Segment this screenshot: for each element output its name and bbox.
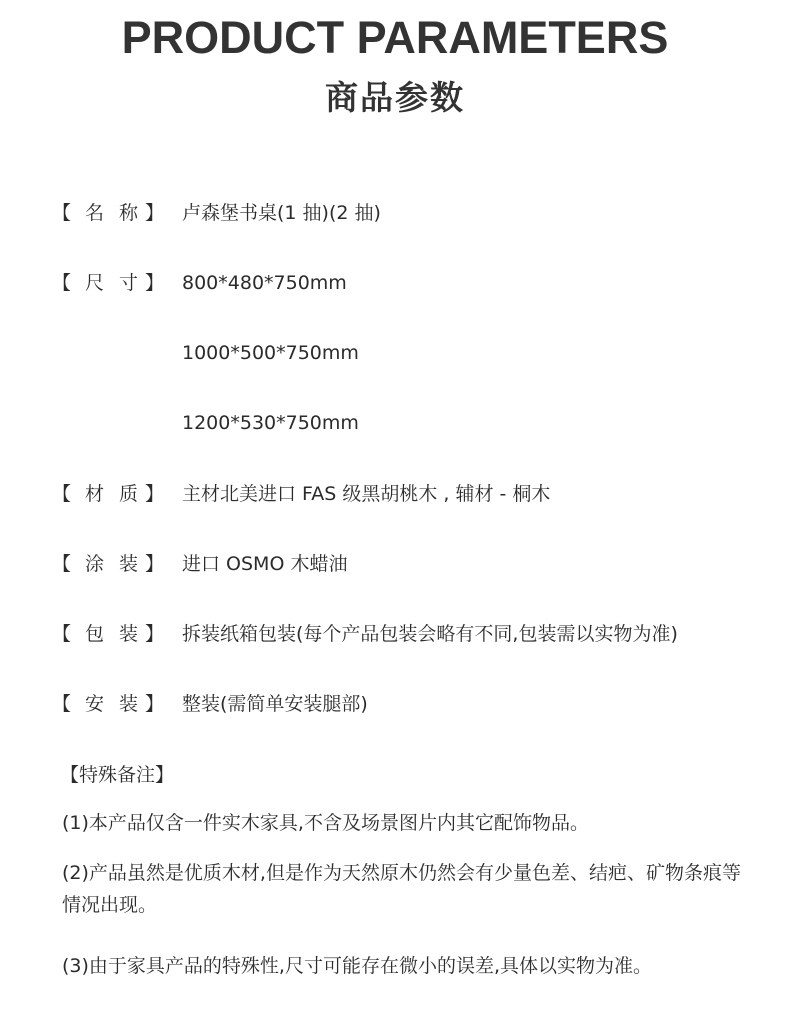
note-item: (3)由于家具产品的特殊性,尺寸可能存在微小的误差,具体以实物为准。: [62, 955, 652, 977]
param-row-finish: [0, 549, 790, 579]
bracket-close: 】: [145, 202, 165, 224]
param-row-name: [0, 198, 790, 228]
notes-title: 【特殊备注】: [60, 764, 175, 786]
param-row-size: [0, 268, 790, 298]
param-row-material: [0, 479, 790, 509]
bracket-open: 【: [52, 553, 72, 575]
note-item: (1)本产品仅含一件实木家具,不含及场景图片内其它配饰物品。: [62, 812, 589, 834]
param-value: 1000*500*750mm: [182, 342, 359, 364]
note-item: (2)产品虽然是优质木材,但是作为天然原木仍然会有少量色差、结疤、矿物条痕等情况出现。: [62, 862, 741, 916]
bracket-close: 】: [145, 693, 165, 715]
bracket-open: 【: [52, 483, 72, 505]
param-label-char: 装: [119, 553, 139, 575]
param-value: 整装(需简单安装腿部): [182, 693, 368, 715]
param-label-char: 装: [119, 693, 139, 715]
param-value: 拆装纸箱包装(每个产品包装会略有不同,包装需以实物为准): [182, 623, 678, 645]
bracket-open: 【: [52, 693, 72, 715]
param-row-packaging: [0, 619, 790, 649]
param-label-char: 装: [119, 623, 139, 645]
bracket-close: 】: [145, 272, 165, 294]
param-label-char: 质: [119, 483, 139, 505]
param-row-installation: [0, 689, 790, 719]
param-label-char: 寸: [119, 272, 139, 294]
bracket-close: 】: [145, 483, 165, 505]
bracket-close: 】: [145, 623, 165, 645]
page-title-cn: 商品参数: [325, 78, 465, 117]
param-value: 1200*530*750mm: [182, 412, 359, 434]
bracket-open: 【: [52, 272, 72, 294]
bracket-open: 【: [52, 202, 72, 224]
param-value: 800*480*750mm: [182, 272, 347, 294]
param-label-char: 尺: [85, 272, 105, 294]
param-label-char: 安: [85, 693, 105, 715]
param-value: 卢森堡书桌(1 抽)(2 抽): [182, 202, 381, 224]
bracket-open: 【: [52, 623, 72, 645]
page-title-en: PRODUCT PARAMETERS: [121, 12, 669, 63]
param-row-size-alt: [0, 338, 790, 368]
param-label-char: 涂: [85, 553, 105, 575]
param-label-char: 名: [85, 202, 105, 224]
param-value: 主材北美进口 FAS 级黑胡桃木 , 辅材 - 桐木: [182, 483, 551, 505]
param-label-char: 称: [119, 202, 139, 224]
param-label-char: 包: [85, 623, 105, 645]
param-row-size-alt: [0, 408, 790, 438]
bracket-close: 】: [145, 553, 165, 575]
param-value: 进口 OSMO 木蜡油: [182, 553, 348, 575]
param-label-char: 材: [85, 483, 105, 505]
